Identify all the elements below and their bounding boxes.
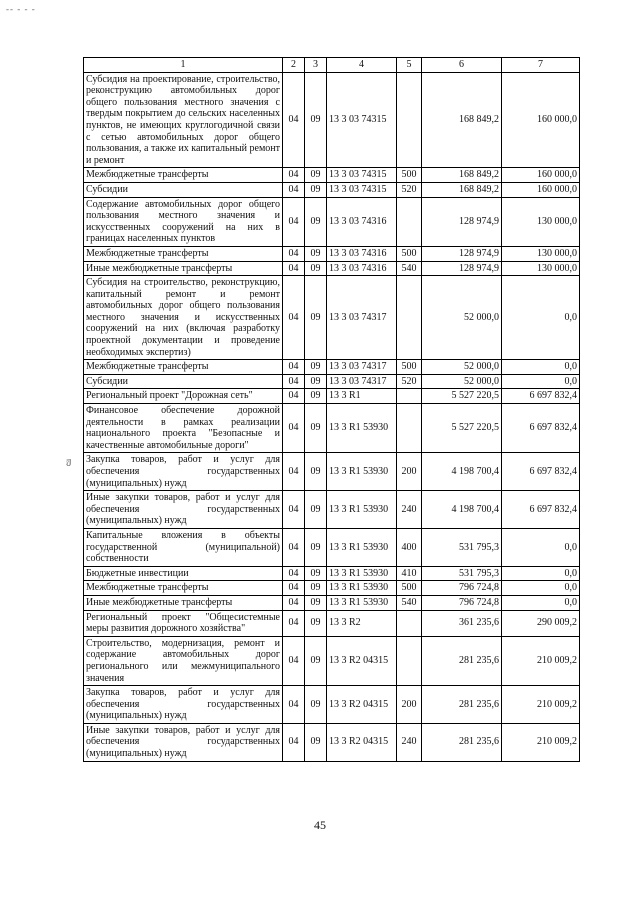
cell-amount-year2: 210 009,2 xyxy=(502,636,580,685)
cell-section: 04 xyxy=(283,723,305,761)
cell-target-article: 13 3 03 74316 xyxy=(327,261,397,276)
cell-expense-type: 520 xyxy=(397,374,422,389)
cell-amount-year1: 281 235,6 xyxy=(422,723,502,761)
cell-description: Закупка товаров, работ и услуг для обеспечения государственных (муниципальных) нужд xyxy=(84,453,283,491)
cell-target-article: 13 3 R1 53930 xyxy=(327,404,397,453)
column-header-2: 2 xyxy=(283,58,305,73)
cell-expense-type: 200 xyxy=(397,453,422,491)
cell-subsection: 09 xyxy=(305,566,327,581)
cell-description: Иные закупки товаров, работ и услуг для обеспечения государственных (муниципальных) нужд xyxy=(84,491,283,529)
cell-section: 04 xyxy=(283,453,305,491)
cell-subsection: 09 xyxy=(305,636,327,685)
cell-subsection: 09 xyxy=(305,261,327,276)
cell-amount-year1: 796 724,8 xyxy=(422,581,502,596)
cell-amount-year2: 0,0 xyxy=(502,374,580,389)
cell-subsection: 09 xyxy=(305,610,327,636)
cell-subsection: 09 xyxy=(305,528,327,566)
cell-target-article: 13 3 R1 53930 xyxy=(327,595,397,610)
cell-description: Межбюджетные трансферты xyxy=(84,581,283,596)
cell-amount-year1: 4 198 700,4 xyxy=(422,491,502,529)
cell-section: 04 xyxy=(283,168,305,183)
cell-description: Региональный проект "Дорожная сеть" xyxy=(84,389,283,404)
table-body xyxy=(84,58,580,762)
cell-target-article: 13 3 03 74317 xyxy=(327,360,397,375)
cell-amount-year1: 531 795,3 xyxy=(422,528,502,566)
cell-subsection: 09 xyxy=(305,72,327,168)
cell-amount-year2: 210 009,2 xyxy=(502,723,580,761)
cell-target-article: 13 3 R2 04315 xyxy=(327,723,397,761)
cell-expense-type xyxy=(397,404,422,453)
table-row xyxy=(84,168,580,183)
cell-amount-year2: 130 000,0 xyxy=(502,246,580,261)
cell-expense-type: 520 xyxy=(397,182,422,197)
cell-expense-type: 240 xyxy=(397,723,422,761)
cell-amount-year1: 5 527 220,5 xyxy=(422,389,502,404)
cell-subsection: 09 xyxy=(305,182,327,197)
cell-amount-year2: 0,0 xyxy=(502,581,580,596)
cell-expense-type: 200 xyxy=(397,686,422,724)
cell-amount-year2: 0,0 xyxy=(502,566,580,581)
cell-section: 04 xyxy=(283,636,305,685)
table-row xyxy=(84,360,580,375)
cell-amount-year2: 6 697 832,4 xyxy=(502,453,580,491)
cell-amount-year1: 5 527 220,5 xyxy=(422,404,502,453)
cell-subsection: 09 xyxy=(305,581,327,596)
cell-expense-type xyxy=(397,389,422,404)
table-row xyxy=(84,610,580,636)
cell-target-article: 13 3 R2 04315 xyxy=(327,686,397,724)
table-row xyxy=(84,723,580,761)
table-row xyxy=(84,636,580,685)
scan-margin-mark: ჟ xyxy=(66,456,72,466)
cell-target-article: 13 3 03 74316 xyxy=(327,197,397,246)
cell-description: Закупка товаров, работ и услуг для обеспечения государственных (муниципальных) нужд xyxy=(84,686,283,724)
cell-amount-year2: 130 000,0 xyxy=(502,261,580,276)
column-header-4: 4 xyxy=(327,58,397,73)
cell-amount-year1: 52 000,0 xyxy=(422,360,502,375)
table-row xyxy=(84,595,580,610)
cell-amount-year2: 160 000,0 xyxy=(502,168,580,183)
column-header-row xyxy=(84,58,580,73)
cell-subsection: 09 xyxy=(305,276,327,360)
table-row xyxy=(84,686,580,724)
cell-target-article: 13 3 R2 xyxy=(327,610,397,636)
cell-amount-year1: 168 849,2 xyxy=(422,168,502,183)
cell-subsection: 09 xyxy=(305,389,327,404)
cell-target-article: 13 3 03 74315 xyxy=(327,168,397,183)
cell-subsection: 09 xyxy=(305,404,327,453)
cell-section: 04 xyxy=(283,246,305,261)
cell-expense-type xyxy=(397,197,422,246)
cell-amount-year1: 281 235,6 xyxy=(422,636,502,685)
cell-amount-year2: 0,0 xyxy=(502,595,580,610)
cell-section: 04 xyxy=(283,360,305,375)
cell-description: Финансовое обеспечение дорожной деятельности в рамках реализации национального проекта "Безопасные и качественные автомобильные дороги" xyxy=(84,404,283,453)
cell-description: Межбюджетные трансферты xyxy=(84,246,283,261)
cell-amount-year2: 6 697 832,4 xyxy=(502,389,580,404)
cell-section: 04 xyxy=(283,276,305,360)
cell-amount-year2: 290 009,2 xyxy=(502,610,580,636)
cell-section: 04 xyxy=(283,389,305,404)
table-row xyxy=(84,374,580,389)
cell-section: 04 xyxy=(283,566,305,581)
cell-amount-year1: 168 849,2 xyxy=(422,72,502,168)
cell-target-article: 13 3 R1 53930 xyxy=(327,581,397,596)
cell-amount-year2: 160 000,0 xyxy=(502,182,580,197)
cell-subsection: 09 xyxy=(305,246,327,261)
column-header-5: 5 xyxy=(397,58,422,73)
cell-description: Региональный проект "Общесистемные меры развития дорожного хозяйства" xyxy=(84,610,283,636)
cell-section: 04 xyxy=(283,686,305,724)
cell-expense-type: 500 xyxy=(397,246,422,261)
column-header-1: 1 xyxy=(84,58,283,73)
cell-amount-year2: 0,0 xyxy=(502,360,580,375)
cell-description: Иные закупки товаров, работ и услуг для обеспечения государственных (муниципальных) нужд xyxy=(84,723,283,761)
cell-amount-year1: 128 974,9 xyxy=(422,197,502,246)
cell-description: Субсидии xyxy=(84,374,283,389)
cell-section: 04 xyxy=(283,491,305,529)
table-row xyxy=(84,566,580,581)
cell-expense-type: 500 xyxy=(397,360,422,375)
cell-target-article: 13 3 R1 xyxy=(327,389,397,404)
cell-target-article: 13 3 03 74317 xyxy=(327,276,397,360)
column-header-7: 7 xyxy=(502,58,580,73)
cell-section: 04 xyxy=(283,581,305,596)
cell-expense-type xyxy=(397,276,422,360)
budget-table xyxy=(83,57,580,762)
cell-expense-type: 500 xyxy=(397,581,422,596)
table-row xyxy=(84,276,580,360)
cell-amount-year2: 0,0 xyxy=(502,528,580,566)
cell-expense-type xyxy=(397,636,422,685)
cell-description: Строительство, модернизация, ремонт и содержание автомобильных дорог регионального или межмуниципального значения xyxy=(84,636,283,685)
cell-amount-year1: 281 235,6 xyxy=(422,686,502,724)
table-row xyxy=(84,389,580,404)
cell-amount-year2: 210 009,2 xyxy=(502,686,580,724)
table-row xyxy=(84,72,580,168)
cell-amount-year1: 52 000,0 xyxy=(422,276,502,360)
cell-target-article: 13 3 R1 53930 xyxy=(327,491,397,529)
cell-section: 04 xyxy=(283,374,305,389)
cell-description: Межбюджетные трансферты xyxy=(84,360,283,375)
cell-amount-year1: 796 724,8 xyxy=(422,595,502,610)
cell-description: Субсидия на строительство, реконструкцию, капитальный ремонт и ремонт автомобильных дорог общего пользования местного значения и искусственных сооружений на них (включая разработку проектной документации и проведение необходимых экспертиз) xyxy=(84,276,283,360)
cell-section: 04 xyxy=(283,610,305,636)
cell-amount-year2: 160 000,0 xyxy=(502,72,580,168)
cell-amount-year2: 0,0 xyxy=(502,276,580,360)
column-header-3: 3 xyxy=(305,58,327,73)
cell-subsection: 09 xyxy=(305,453,327,491)
cell-section: 04 xyxy=(283,528,305,566)
table-row xyxy=(84,197,580,246)
cell-description: Иные межбюджетные трансферты xyxy=(84,261,283,276)
table-row xyxy=(84,261,580,276)
table-row xyxy=(84,182,580,197)
cell-subsection: 09 xyxy=(305,595,327,610)
cell-target-article: 13 3 03 74316 xyxy=(327,246,397,261)
page-number: 45 xyxy=(314,818,326,832)
cell-expense-type: 500 xyxy=(397,168,422,183)
cell-expense-type: 400 xyxy=(397,528,422,566)
cell-amount-year1: 531 795,3 xyxy=(422,566,502,581)
cell-target-article: 13 3 R2 04315 xyxy=(327,636,397,685)
cell-description: Капитальные вложения в объекты государственной (муниципальной) собственности xyxy=(84,528,283,566)
table-row xyxy=(84,491,580,529)
cell-section: 04 xyxy=(283,182,305,197)
column-header-6: 6 xyxy=(422,58,502,73)
cell-amount-year1: 128 974,9 xyxy=(422,246,502,261)
cell-amount-year2: 130 000,0 xyxy=(502,197,580,246)
cell-target-article: 13 3 03 74315 xyxy=(327,72,397,168)
cell-amount-year1: 361 235,6 xyxy=(422,610,502,636)
cell-target-article: 13 3 03 74317 xyxy=(327,374,397,389)
cell-amount-year2: 6 697 832,4 xyxy=(502,491,580,529)
table-row xyxy=(84,581,580,596)
cell-amount-year1: 168 849,2 xyxy=(422,182,502,197)
cell-expense-type xyxy=(397,610,422,636)
table-row xyxy=(84,453,580,491)
table-row xyxy=(84,246,580,261)
table-row xyxy=(84,404,580,453)
cell-expense-type: 540 xyxy=(397,261,422,276)
cell-amount-year2: 6 697 832,4 xyxy=(502,404,580,453)
cell-section: 04 xyxy=(283,72,305,168)
cell-subsection: 09 xyxy=(305,197,327,246)
cell-subsection: 09 xyxy=(305,168,327,183)
cell-description: Содержание автомобильных дорог общего пользования местного значения и искусственных сооружений на них в границах населенных пунктов xyxy=(84,197,283,246)
cell-subsection: 09 xyxy=(305,723,327,761)
cell-expense-type xyxy=(397,72,422,168)
cell-description: Субсидия на проектирование, строительство, реконструкцию автомобильных дорог общего пользования местного значения с твердым покрытием до сельских населенных пунктов, не имеющих круглогодичной связи с сетью автомобильных дорог общего пользования, а также их капитальный ремонт и ремонт xyxy=(84,72,283,168)
cell-description: Иные межбюджетные трансферты xyxy=(84,595,283,610)
table-row xyxy=(84,528,580,566)
cell-section: 04 xyxy=(283,404,305,453)
cell-target-article: 13 3 R1 53930 xyxy=(327,528,397,566)
cell-description: Бюджетные инвестиции xyxy=(84,566,283,581)
cell-subsection: 09 xyxy=(305,374,327,389)
cell-subsection: 09 xyxy=(305,360,327,375)
scan-corner-mark: -- - - - xyxy=(6,4,36,14)
cell-subsection: 09 xyxy=(305,491,327,529)
cell-expense-type: 410 xyxy=(397,566,422,581)
cell-target-article: 13 3 03 74315 xyxy=(327,182,397,197)
cell-subsection: 09 xyxy=(305,686,327,724)
cell-amount-year1: 52 000,0 xyxy=(422,374,502,389)
cell-description: Межбюджетные трансферты xyxy=(84,168,283,183)
cell-section: 04 xyxy=(283,595,305,610)
cell-expense-type: 540 xyxy=(397,595,422,610)
cell-target-article: 13 3 R1 53930 xyxy=(327,566,397,581)
cell-description: Субсидии xyxy=(84,182,283,197)
cell-target-article: 13 3 R1 53930 xyxy=(327,453,397,491)
cell-amount-year1: 4 198 700,4 xyxy=(422,453,502,491)
cell-amount-year1: 128 974,9 xyxy=(422,261,502,276)
cell-section: 04 xyxy=(283,261,305,276)
cell-expense-type: 240 xyxy=(397,491,422,529)
cell-section: 04 xyxy=(283,197,305,246)
